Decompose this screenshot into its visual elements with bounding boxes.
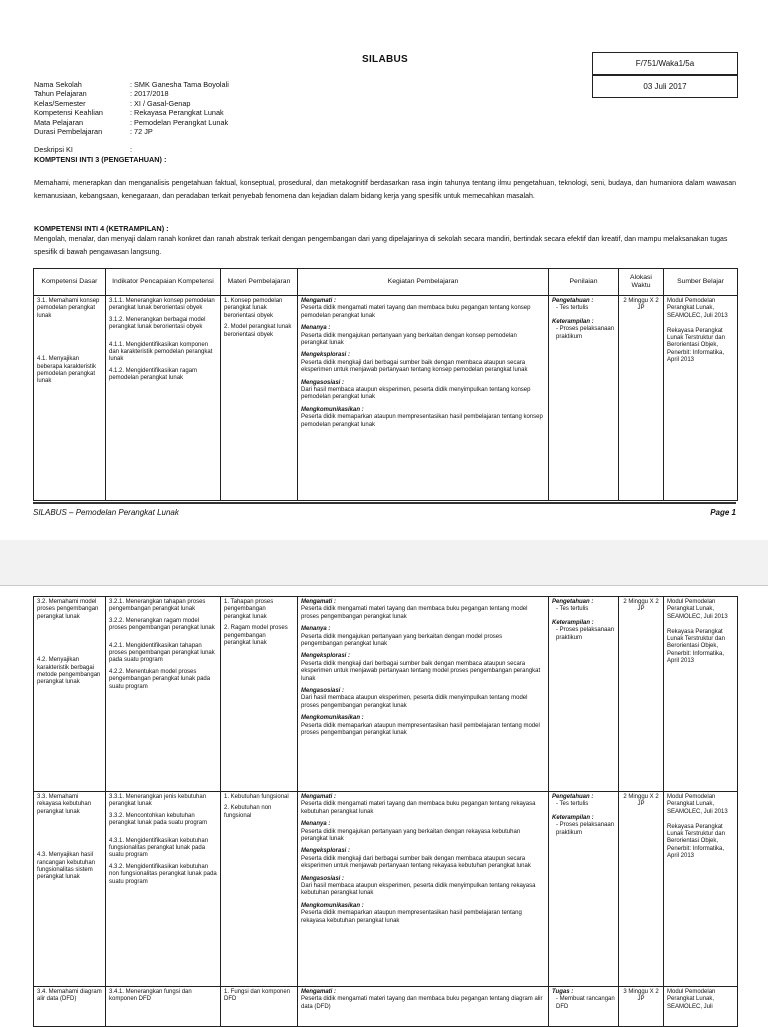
doc-date-box (592, 75, 738, 98)
kegiatan-label: Mengkomunikasikan : (301, 902, 364, 909)
kegiatan-label: Mengamati : (301, 989, 337, 995)
doc-date: 03 Juli 2017 (643, 82, 687, 91)
kegiatan-label: Mengkomunikasikan : (301, 406, 364, 413)
kegiatan-text: Dari hasil membaca ataupun eksperimen, peserta didik menyimpulkan tentang model proses pengembangan perangkat lunak (301, 695, 528, 709)
ipk-cell (106, 597, 221, 792)
kegiatan-text: Peserta didik mengamati materi tayang dan membaca buku pegangan tentang model proses pengembangan perangkat lunak (301, 606, 528, 620)
ki3-text: Memahami, menerapkan dan menganalisis pengetahuan faktual, konseptual, prosedural, dan metakognitif berdasarkan rasa ingin tahunya tentang ilmu pengetahuan, teknologi, seni, budaya, dan humaniora dalam wawasan kemanusiaan, kebangsaan, kenegaraan, dan peradaban terkait penyebab fenomena dan kejadian dalam bidang kerja yang spesifik untuk memecahkan masalah. (34, 180, 736, 201)
table-row (34, 296, 738, 501)
materi-item: 2. Kebutuhan non fungsional (224, 805, 272, 819)
penilaian-cell (549, 987, 619, 1027)
sumber-cell: Modul Pemodelan Perangkat Lunak, SEAMOLEC, Juli 2013 Rekayasa Perangkat Lunak Terstruktur dan Berorientasi Objek, Penerbit: Informatika, April 2013 (664, 792, 738, 987)
ki4-text: Mengolah, menalar, dan menyaji dalam ranah konkret dan ranah abstrak terkait dengan pengembangan dari yang dipelajarinya di sekolah secara mandiri, bertindak secara efektif dan kreatif, dan mampu melaksanakan tugas spesifik di bawah pengawasan langsung. (34, 236, 728, 257)
ipk-item: 3.2.2. Menerangkan ragam model proses pengembangan perangkat lunak (109, 617, 215, 632)
kegiatan-label: Mengamati : (301, 298, 337, 304)
footer-title: SILABUS – Pemodelan Perangkat Lunak (33, 508, 179, 517)
kd-cell (34, 597, 106, 792)
meta-value: : SMK Ganesha Tama Boyolali (130, 80, 229, 89)
penilaian-label: Keterampilan : (552, 318, 594, 325)
kd-cell (34, 296, 106, 501)
penilaian-label: Pengetahuan : (552, 298, 594, 304)
document-title: SILABUS (362, 54, 408, 65)
materi-item: 1. Fungsi dan komponen DFD (224, 989, 291, 1003)
materi-item: 1. Konsep pemodelan perangkat lunak berorientasi obyek (224, 298, 283, 319)
penilaian-label: Pengetahuan : (552, 599, 594, 605)
meta-key: Kompetensi Keahlian (34, 108, 103, 118)
col-materi: Materi Pembelajaran (221, 269, 298, 296)
col-kegiatan: Kegiatan Pembelajaran (298, 269, 549, 296)
kegiatan-text: Dari hasil membaca ataupun eksperimen, peserta didik menyimpulkan tentang konsep pemodelan perangkat lunak (301, 387, 531, 401)
materi-item: 2. Model perangkat lunak berorientasi obyek (224, 324, 292, 338)
penilaian-item: - Tes tertulis (556, 801, 589, 808)
doc-code-box (592, 52, 738, 75)
meta-key: Nama Sekolah (34, 80, 82, 89)
meta-block (34, 80, 229, 164)
sumber-cell: Modul Pemodelan Perangkat Lunak, SEAMOLEC, Juli (664, 987, 738, 1027)
col-alokasi: Alokasi Waktu (619, 269, 664, 296)
sumber-cell: Modul Pemodelan Perangkat Lunak, SEAMOLEC, Juli 2013 Rekayasa Perangkat Lunak Terstruktur dan Berorientasi Objek, Penerbit: Informatika, April 2013 (664, 296, 738, 501)
ipk-item: 3.2.1. Menerangkan tahapan proses pengembangan perangkat lunak (109, 599, 206, 613)
penilaian-item: - Membuat rancangan DFD (556, 996, 615, 1010)
ipk-cell (106, 792, 221, 987)
kegiatan-label: Mengamati : (301, 794, 337, 800)
meta-key: Tahun Pelajaran (34, 89, 87, 99)
kegiatan-text: Peserta didik memaparkan ataupun mempresentasikan hasil pembelajaran tentang konsep pemodelan perangkat lunak (301, 414, 543, 428)
kd-item: 3.2. Memahami model proses pengembangan perangkat lunak (37, 599, 99, 620)
kd-item: 4.3. Menyajikan hasil rancangan kebutuhan fungsionalitas sistem perangkat lunak (37, 852, 96, 881)
table-row (34, 597, 738, 792)
penilaian-cell (549, 296, 619, 501)
materi-item: 2. Ragam model proses pengembangan perangkat lunak (224, 625, 288, 647)
kd-cell (34, 987, 106, 1027)
kegiatan-text: Peserta didik mengajukan pertanyaan yang berkaitan dengan konsep pemodelan perangkat lunak (301, 332, 517, 347)
kegiatan-cell (298, 296, 549, 501)
penilaian-item: - Proses pelaksanaan praktikum (556, 326, 615, 340)
materi-cell (221, 792, 298, 987)
syllabus-table (33, 268, 738, 501)
alokasi-cell: 2 Minggu X 2 JP (619, 597, 664, 792)
kegiatan-label: Mengeksplorasi : (301, 352, 351, 359)
materi-cell (221, 987, 298, 1027)
kegiatan-label: Mengeksplorasi : (301, 848, 351, 855)
kegiatan-text: Peserta didik memaparkan ataupun mempresentasikan hasil pembelajaran tentang model proses pengembangan perangkat lunak (301, 722, 540, 737)
page-2 (0, 585, 768, 1025)
materi-item: 1. Kebutuhan fungsional (224, 794, 289, 800)
penilaian-label: Keterampilan : (552, 814, 594, 821)
kd-item: 4.2. Menyajikan karakteristik berbagai metode pengembangan perangkat lunak (37, 657, 101, 686)
doc-code: F/751/Waka1/5a (635, 59, 695, 68)
table-row (34, 987, 738, 1027)
kegiatan-cell (298, 987, 549, 1027)
penilaian-item: - Proses pelaksanaan praktikum (556, 822, 615, 836)
penilaian-label: Keterampilan : (552, 619, 594, 626)
ipk-item: 4.2.2. Menentukan model proses pengembangan perangkat lunak pada suatu program (109, 668, 211, 690)
penilaian-label: Pengetahuan : (552, 794, 594, 800)
meta-value: : Rekayasa Perangkat Lunak (130, 108, 224, 118)
kegiatan-cell (298, 792, 549, 987)
col-sumber: Sumber Belajar (664, 269, 738, 296)
alokasi-cell: 2 Minggu X 2 JP (619, 296, 664, 501)
penilaian-item: - Tes tertulis (556, 606, 589, 613)
kegiatan-label: Mengasosiasi : (301, 875, 345, 882)
kegiatan-text: Peserta didik mengkaji dari berbagai sumber baik dengan membaca ataupun secara eksperimen untuk menjawab pertanyaan tentang model proses pengembangan perangkat lunak (301, 660, 541, 682)
materi-cell (221, 597, 298, 792)
meta-value: : 2017/2018 (130, 89, 169, 99)
ipk-item: 4.3.1. Mengidentifikasikan kebutuhan fungsionalitas perangkat lunak pada suatu program (109, 837, 209, 859)
ipk-item: 3.3.2. Mencontohkan kebutuhan perangkat lunak pada suatu program (109, 812, 208, 827)
kegiatan-text: Peserta didik mengamati materi tayang dan membaca buku pegangan tentang diagram alir data (DFD) (301, 996, 543, 1010)
penilaian-label: Tugas : (552, 989, 574, 995)
kegiatan-text: Peserta didik mengajukan pertanyaan yang berkaitan dengan rekayasa kebutuhan perangkat lunak (301, 828, 521, 843)
penilaian-item: - Proses pelaksanaan praktikum (556, 627, 615, 641)
ipk-item: 4.1.2. Mengidentifikasikan ragam pemodelan perangkat lunak (109, 367, 198, 382)
ki4-heading: KOMPETENSI INTI 4 (KETRAMPILAN) : (34, 224, 169, 233)
meta-key: Durasi Pembelajaran (34, 127, 103, 137)
alokasi-cell: 3 Minggu X 2 JP (619, 987, 664, 1027)
kd-item: 4.1. Menyajikan beberapa karakteristik pemodelan perangkat lunak (37, 356, 97, 385)
materi-item: 1. Tahapan proses pengembangan perangkat lunak (224, 599, 274, 620)
kegiatan-cell (298, 597, 549, 792)
kegiatan-label: Mengeksplorasi : (301, 653, 351, 660)
kegiatan-text: Dari hasil membaca ataupun eksperimen, peserta didik menyimpulkan tentang rekayasa kebutuhan perangkat lunak (301, 883, 536, 897)
ipk-cell (106, 296, 221, 501)
kegiatan-text: Peserta didik mengamati materi tayang dan membaca buku pegangan tentang rekayasa kebutuhan perangkat lunak (301, 801, 536, 815)
materi-cell (221, 296, 298, 501)
page-gap (0, 540, 768, 585)
deskripsi-value: : (130, 145, 133, 155)
ipk-cell (106, 987, 221, 1027)
table-row (34, 792, 738, 987)
col-ipk: Indikator Pencapaian Kompetensi (106, 269, 221, 296)
ki3-heading: KOMPTENSI INTI 3 (PENGETAHUAN) : (34, 154, 167, 164)
page-number: Page 1 (710, 508, 736, 517)
ipk-item: 3.1.1. Menerangkan konsep pemodelan perangkat lunak berorientasi obyek (109, 298, 215, 312)
kegiatan-text: Peserta didik mengamati materi tayang dan membaca buku pegangan tentang konsep pemodelan perangkat lunak (301, 305, 531, 319)
ipk-item: 4.2.1. Mengidentifikasikan tahapan proses pengembangan perangkat lunak pada suatu program (109, 642, 215, 664)
penilaian-item: - Tes tertulis (556, 305, 589, 312)
ipk-item: 4.1.1. Mengidentifikasikan komponen dan karakteristik pemodelan perangkat lunak (109, 341, 213, 363)
ipk-item: 4.3.2. Mengidentifikasikan kebutuhan non fungsionalitas perangkat lunak pada suatu program (109, 863, 217, 885)
kegiatan-label: Mengamati : (301, 599, 337, 605)
sumber-cell: Modul Pemodelan Perangkat Lunak, SEAMOLEC, Juli 2013 Rekayasa Perangkat Lunak Terstruktur dan Berorientasi Objek, Penerbit: Informatika, April 2013 (664, 597, 738, 792)
deskripsi-key: Deskripsi KI (34, 145, 73, 155)
kegiatan-label: Mengkomunikasikan : (301, 715, 364, 722)
ipk-item: 3.1.2. Menerangkan berbagai model perangkat lunak berorientasi obyek (109, 316, 206, 331)
kegiatan-label: Menanya : (301, 325, 331, 332)
kd-item: 3.3. Memahami rekayasa kebutuhan perangkat lunak (37, 794, 92, 815)
col-kd: Kompetensi Dasar (34, 269, 106, 296)
penilaian-cell (549, 597, 619, 792)
kegiatan-text: Peserta didik mengkaji dari berbagai sumber baik dengan membaca ataupun secara eksperimen untuk menjawab pertanyaan tentang rekayasa kebutuhan perangkat lunak (301, 855, 531, 870)
ipk-item: 3.3.1. Menerangkan jenis kebutuhan perangkat lunak (109, 794, 207, 808)
meta-value: : 72 JP (130, 127, 153, 137)
kd-cell (34, 792, 106, 987)
kegiatan-label: Menanya : (301, 626, 331, 633)
ipk-item: 3.4.1. Menerangkan fungsi dan komponen DFD (109, 989, 192, 1003)
kegiatan-text: Peserta didik memaparkan ataupun mempresentasikan hasil pembelajaran tentang rekayasa kebutuhan perangkat lunak (301, 910, 522, 924)
footer-rule (33, 502, 736, 504)
kegiatan-label: Menanya : (301, 821, 331, 828)
kegiatan-label: Mengasosiasi : (301, 688, 345, 695)
alokasi-cell: 2 Minggu X 2 JP (619, 792, 664, 987)
meta-value: : Pemodelan Perangkat Lunak (130, 117, 229, 127)
meta-value: : XI / Gasal-Genap (130, 98, 191, 108)
table-header-row (34, 269, 738, 296)
meta-key: Mata Pelajaran (34, 117, 84, 127)
col-penilaian: Penilaian (549, 269, 619, 296)
kegiatan-text: Peserta didik mengkaji dari berbagai sumber baik dengan membaca ataupun secara eksperimen untuk menjawab pertanyaan tentang konsep pemodelan perangkat lunak (301, 359, 528, 374)
kd-item: 3.4. Memahami diagram alir data (DFD) (37, 989, 102, 1003)
penilaian-cell (549, 792, 619, 987)
kegiatan-text: Peserta didik mengajukan pertanyaan yang berkaitan dengan model proses pengembangan perangkat lunak (301, 633, 503, 648)
meta-key: Kelas/Semester (34, 98, 86, 108)
kd-item: 3.1. Memahami konsep pemodelan perangkat lunak (37, 298, 100, 319)
kegiatan-label: Mengasosiasi : (301, 379, 345, 386)
syllabus-table-continued (33, 596, 738, 1027)
